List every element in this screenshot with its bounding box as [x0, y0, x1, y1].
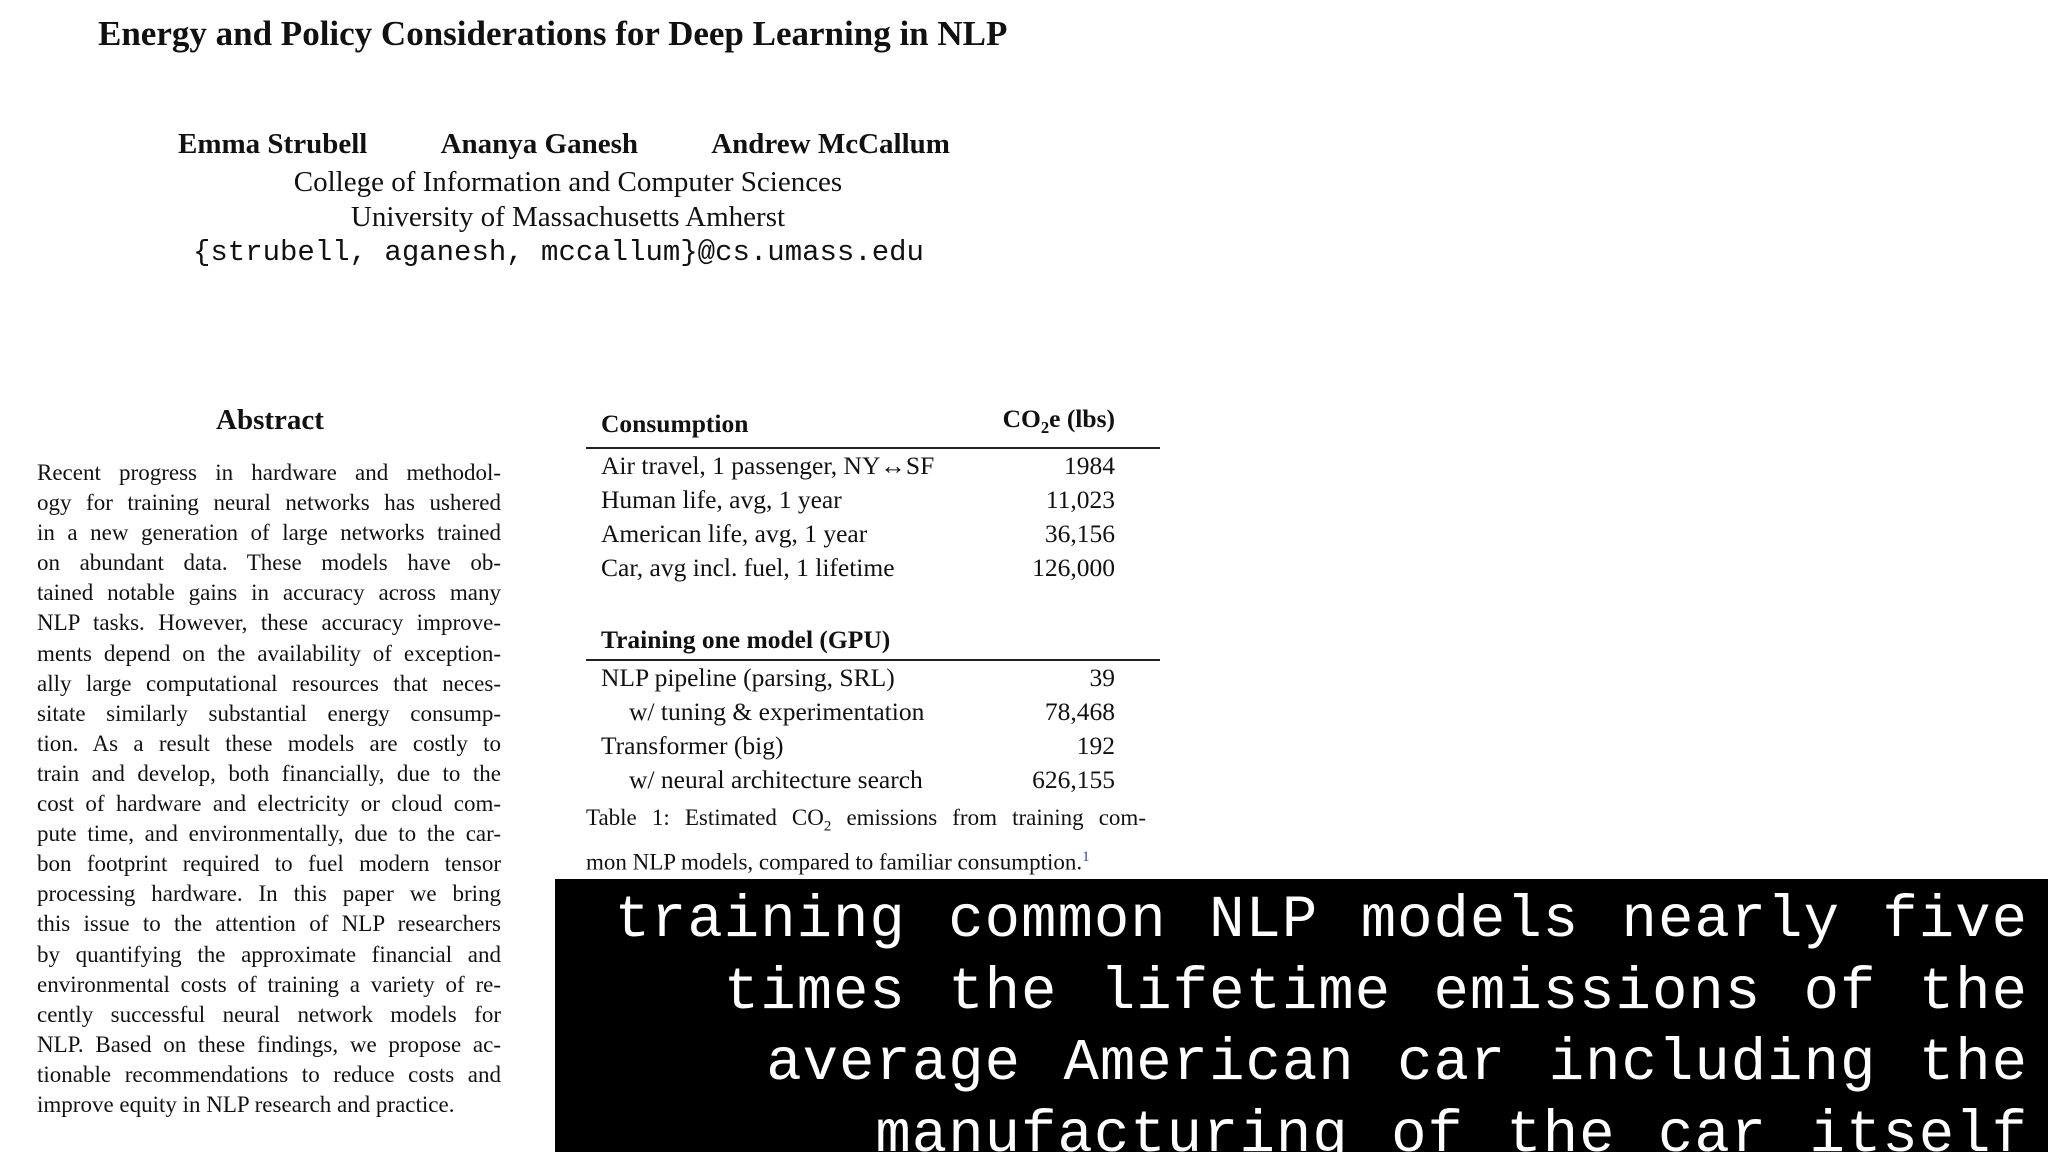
row-value: 626,155 [970, 763, 1160, 797]
subtitle-line: manufacturing of the car itself [558, 1100, 2028, 1171]
row-label: w/ neural architecture search [586, 763, 970, 797]
row-label: NLP pipeline (parsing, SRL) [586, 660, 970, 695]
abstract-line: improve equity in NLP research and practice. [37, 1090, 501, 1120]
abstract-line: sitate similarly substantial energy consump- [37, 699, 501, 729]
table-row [586, 660, 1160, 695]
author-name: Emma Strubell [178, 128, 367, 161]
co2-emissions-table [586, 400, 1160, 797]
abstract-line: this issue to the attention of NLP researchers [37, 909, 501, 939]
abstract-line: NLP. Based on these findings, we propose ac- [37, 1030, 501, 1060]
author-name: Andrew McCallum [711, 128, 950, 161]
author-list [178, 128, 950, 161]
paper-title: Energy and Policy Considerations for Deep Learning in NLP [98, 14, 1007, 54]
abstract-line: Recent progress in hardware and methodol- [37, 458, 501, 488]
footnote-link[interactable]: 1 [1082, 849, 1090, 865]
table-row [586, 517, 1160, 551]
row-value: 36,156 [970, 517, 1160, 551]
row-label: Car, avg incl. fuel, 1 lifetime [586, 551, 970, 585]
abstract-line: bon footprint required to fuel modern tensor [37, 849, 501, 879]
table-row [586, 483, 1160, 517]
row-value: 126,000 [970, 551, 1160, 585]
affiliation-department: College of Information and Computer Sciences [0, 166, 1136, 199]
table-section-header [586, 621, 1160, 660]
table-spacer [586, 585, 1160, 621]
row-value: 1984 [970, 448, 1160, 483]
abstract-line: train and develop, both financially, due to the [37, 759, 501, 789]
caption-line: mon NLP models, compared to familiar consumption.$^1$ [586, 842, 1146, 878]
abstract-line: environmental costs of training a variety of re- [37, 970, 501, 1000]
abstract-line: pute time, and environmentally, due to the car- [37, 819, 501, 849]
column-header-co2: $CO_2e$ (lbs) [970, 400, 1160, 448]
video-subtitle-overlay [555, 879, 2048, 1152]
abstract-line: tionable recommendations to reduce costs and [37, 1060, 501, 1090]
abstract-line: ally large computational resources that neces- [37, 669, 501, 699]
row-label: Transformer (big) [586, 729, 970, 763]
table-row [586, 695, 1160, 729]
row-value: 192 [970, 729, 1160, 763]
abstract-line: in a new generation of large networks trained [37, 518, 501, 548]
affiliation-university: University of Massachusetts Amherst [0, 201, 1136, 234]
table-row [586, 448, 1160, 483]
abstract-line: by quantifying the approximate financial and [37, 940, 501, 970]
abstract-line: tion. As a result these models are costly to [37, 729, 501, 759]
abstract-line: on abundant data. These models have ob- [37, 548, 501, 578]
table-row [586, 763, 1160, 797]
table-caption [586, 803, 1146, 877]
row-value: 11,023 [970, 483, 1160, 517]
abstract-line: processing hardware. In this paper we bring [37, 879, 501, 909]
abstract-line: ments depend on the availability of exception- [37, 639, 501, 669]
abstract-line: tained notable gains in accuracy across many [37, 578, 501, 608]
subtitle-line: training common NLP models nearly five [558, 885, 2028, 957]
table-row [586, 729, 1160, 763]
column-header-consumption: Consumption [586, 400, 970, 448]
section-header-training: Training one model (GPU) [586, 621, 970, 660]
row-label: American life, avg, 1 year [586, 517, 970, 551]
row-label: w/ tuning & experimentation [586, 695, 970, 729]
row-value: 78,468 [970, 695, 1160, 729]
table-header-row [586, 400, 1160, 448]
author-name: Ananya Ganesh [441, 128, 638, 161]
caption-line: Table 1: Estimated $CO_2$ emissions from training com- [586, 803, 1146, 842]
abstract-line: ogy for training neural networks has ushered [37, 488, 501, 518]
subtitle-line: times the lifetime emissions of the [558, 957, 2028, 1029]
abstract-heading: Abstract [0, 404, 540, 437]
abstract-line: NLP tasks. However, these accuracy improve- [37, 608, 501, 638]
abstract-body [37, 458, 501, 1120]
row-label: Air travel, 1 passenger, NY↔SF [586, 448, 970, 483]
abstract-line: cently successful neural network models for [37, 1000, 501, 1030]
abstract-line: cost of hardware and electricity or cloud com- [37, 789, 501, 819]
author-emails: {strubell, aganesh, mccallum}@cs.umass.edu [193, 236, 924, 269]
table-row [586, 551, 1160, 585]
subtitle-text [558, 885, 2028, 1171]
row-label: Human life, avg, 1 year [586, 483, 970, 517]
row-value: 39 [970, 660, 1160, 695]
subtitle-line: average American car including the [558, 1028, 2028, 1100]
